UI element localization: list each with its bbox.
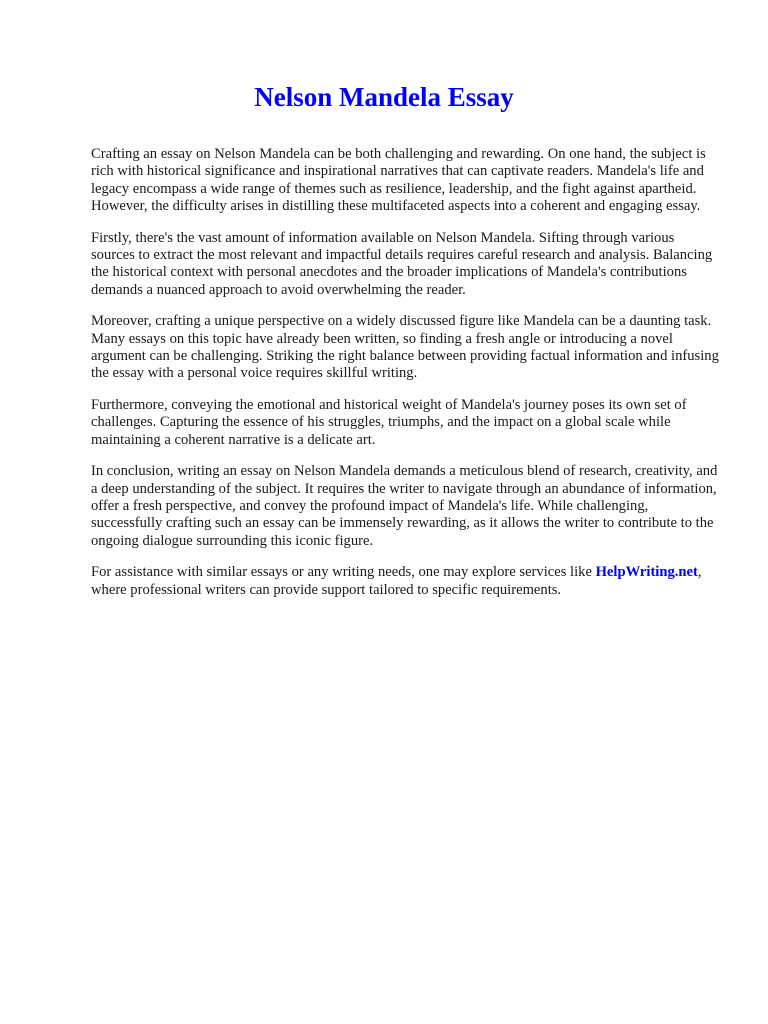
helpwriting-link[interactable]: HelpWriting.net: [595, 564, 698, 581]
closing-text-after: , where professional writers can provide support tailored to specific requirements.: [91, 564, 702, 598]
paragraph-conclusion: In conclusion, writing an essay on Nelson Mandela demands a meticulous blend of research, creativity, and a deep understanding of the subject. It requires the writer to navigate through an abundance of information, offer a fresh perspective, and convey the profound impact of Mandela's life. While challenging, successfully crafting such an essay can be immensely rewarding, as it allows the writer to contribute to the ongoing dialogue surrounding this iconic figure.: [91, 463, 718, 549]
closing-text-before: For assistance with similar essays or any writing needs, one may explore services like: [91, 564, 596, 581]
paragraph-intro: Crafting an essay on Nelson Mandela can be both challenging and rewarding. On one hand, the subject is rich with historical significance and inspirational narratives that can captivate readers. Mandela's life and legacy encompass a wide range of themes such as resilience, leadership, and the fight against apartheid. However, the difficulty arises in distilling these multifaceted aspects into a coherent and engaging essay.: [91, 146, 706, 214]
paragraph-perspective: Moreover, crafting a unique perspective on a widely discussed figure like Mandela can be a daunting task. Many essays on this topic have already been written, so finding a fresh angle or introducing a novel argument can be challenging. Striking the right balance between providing factual information and infusing the essay with a personal voice requires skillful writing.: [91, 313, 719, 382]
paragraph-information: Firstly, there's the vast amount of information available on Nelson Mandela. Sifting through various sources to extract the most relevant and impactful details requires careful research and analysis. Balancing the historical context with personal anecdotes and the broader implications of Mandela's contributions demands a nuanced approach to avoid overwhelming the reader.: [91, 229, 713, 298]
paragraph-closing: [91, 564, 721, 599]
essay-body: [91, 146, 721, 614]
paragraph-emotional-weight: Furthermore, conveying the emotional and historical weight of Mandela's journey poses its own set of challenges. Capturing the essence of his struggles, triumphs, and the impact on a global scale while maintaining a coherent narrative is a delicate art.: [91, 397, 687, 448]
page-title: Nelson Mandela Essay: [254, 82, 514, 112]
